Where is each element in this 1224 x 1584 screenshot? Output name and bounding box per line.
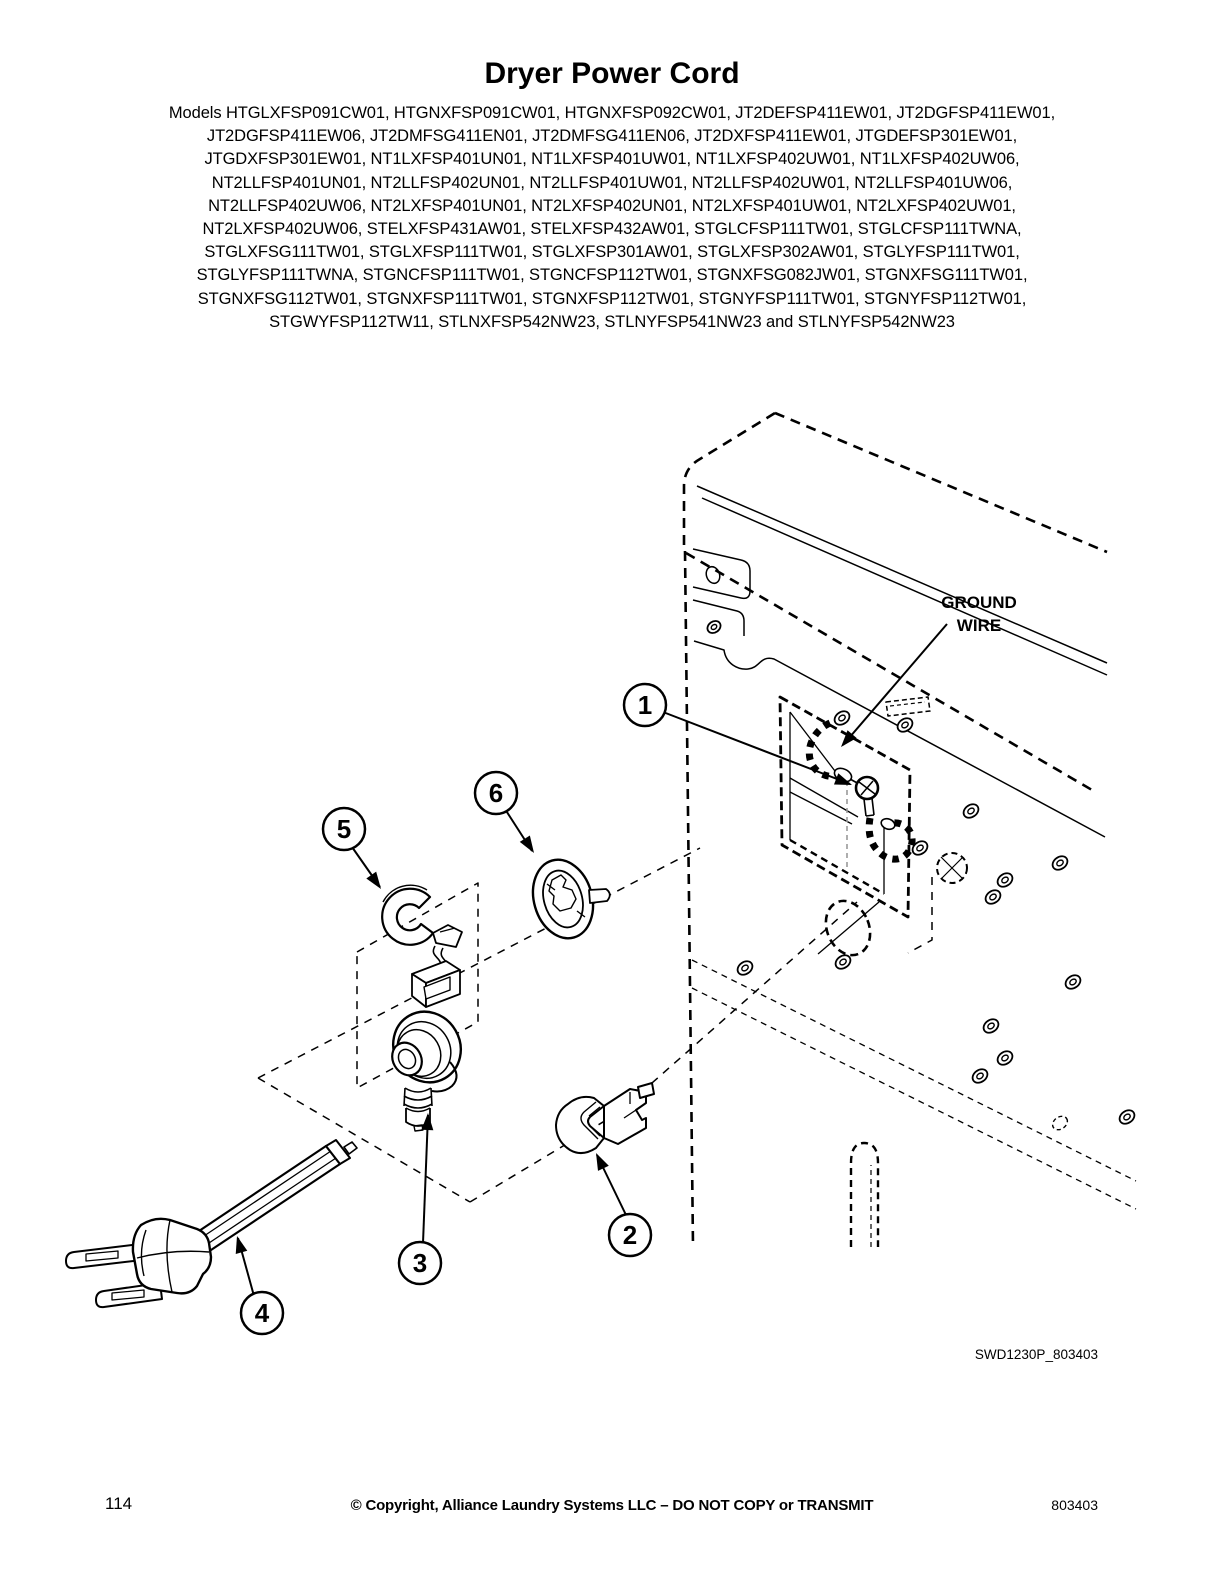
top-flange-line-2 bbox=[702, 498, 1107, 675]
callout-3-number: 3 bbox=[412, 1248, 428, 1278]
callout-1 bbox=[624, 684, 666, 726]
cabinet-bottom-edge-2 bbox=[692, 988, 1136, 1209]
opening-border bbox=[780, 697, 910, 917]
panel-dashed-slot-inner bbox=[890, 702, 925, 706]
cabinet-top-edge bbox=[775, 413, 1107, 552]
figure-reference: SWD1230P_803403 bbox=[974, 1347, 1098, 1362]
callout-6-number: 6 bbox=[488, 778, 504, 808]
models-line: JTGDXFSP301EW01, NT1LXFSP401UN01, NT1LXFSP401UW01, NT1LXFSP402UW01, NT1LXFSP402UW06, bbox=[204, 150, 1020, 169]
plane-corner-jog bbox=[908, 877, 932, 953]
models-line: STGWYFSP112TW11, STLNXFSP542NW23, STLNYFSP541NW23 and STLNYFSP542NW23 bbox=[269, 312, 955, 331]
cabinet-top-corner bbox=[684, 413, 775, 551]
ground-wire-label-line1: GROUND bbox=[941, 593, 1017, 612]
document-number: 803403 bbox=[1051, 1497, 1098, 1513]
callout-balloons bbox=[241, 684, 666, 1334]
cord-body bbox=[196, 1146, 340, 1252]
arrowhead-5 bbox=[366, 872, 386, 893]
callout-2-number: 2 bbox=[622, 1220, 638, 1250]
top-flange-line-1 bbox=[697, 486, 1107, 663]
models-line: NT2LXFSP402UW06, STELXFSP431AW01, STELXFSP432AW01, STGLCFSP111TW01, STGLCFSP111TWNA, bbox=[202, 220, 1022, 239]
panel-dashed-slot bbox=[886, 697, 930, 716]
leader-3 bbox=[423, 1115, 428, 1243]
screw-hole bbox=[832, 708, 852, 727]
screw-hole bbox=[970, 1066, 990, 1085]
screw-hole bbox=[833, 952, 853, 971]
bracket-hole bbox=[704, 565, 722, 585]
screw-hole bbox=[1050, 853, 1070, 872]
ground-wire-label-line2: WIRE bbox=[956, 616, 1002, 635]
arrowheads bbox=[231, 730, 856, 1254]
part-retaining-ring bbox=[524, 853, 610, 946]
cabinet-left-edge bbox=[685, 551, 693, 1246]
screw-hole bbox=[1063, 972, 1083, 991]
callout-1-number: 1 bbox=[637, 690, 653, 720]
clip-block bbox=[556, 1097, 604, 1153]
screw-hole bbox=[995, 1048, 1015, 1067]
ground-screw bbox=[856, 777, 878, 799]
part-strain-relief bbox=[380, 999, 473, 1131]
recess-bottom-edge bbox=[790, 840, 884, 894]
models-line: NT2LLFSP401UN01, NT2LLFSP402UN01, NT2LLFSP401UW01, NT2LLFSP402UW01, NT2LLFSP401UW06, bbox=[211, 173, 1013, 192]
terminal-block-opening bbox=[780, 697, 912, 917]
wire-straight-segment bbox=[864, 798, 874, 816]
knockout-large bbox=[818, 894, 879, 962]
leader-ground-wire bbox=[843, 624, 947, 745]
page-title: Dryer Power Cord bbox=[484, 57, 740, 90]
part-cord-clip bbox=[556, 1083, 654, 1153]
arrowhead-6 bbox=[520, 835, 539, 856]
models-line: JT2DGFSP411EW06, JT2DMFSG411EN01, JT2DMFSG411EN06, JT2DXFSP411EW01, JTGDEFSP301EW01, bbox=[206, 127, 1018, 146]
models-line: Models HTGLXFSP091CW01, HTGNXFSP091CW01, HTGNXFSP092CW01, JT2DEFSP411EW01, JT2DGFSP411EW01, bbox=[168, 104, 1056, 122]
wire-end-loop bbox=[880, 817, 897, 831]
plane-large-bottom-edge bbox=[470, 1113, 618, 1202]
screw-hole-hidden bbox=[1050, 1113, 1070, 1132]
rear-panel-top-edge bbox=[694, 641, 1105, 837]
screw-hole bbox=[1117, 1107, 1137, 1126]
callout-5 bbox=[323, 808, 365, 850]
plug-blade-upper bbox=[66, 1244, 142, 1268]
screw-hole bbox=[735, 958, 755, 977]
cabinet-console-edge bbox=[686, 553, 1092, 790]
cabinet-bottom-edge-1 bbox=[692, 960, 1136, 1181]
ring-tab bbox=[589, 889, 610, 903]
callout-2 bbox=[609, 1214, 651, 1256]
clamp-hook-plate bbox=[433, 925, 462, 947]
callout-6 bbox=[475, 772, 517, 814]
plane-large-right-edge bbox=[618, 902, 857, 1113]
models-line: STGNXFSG112TW01, STGNXFSP111TW01, STGNXFSP112TW01, STGNYFSP111TW01, STGNYFSP112TW01, bbox=[197, 289, 1027, 308]
screw-hole bbox=[895, 715, 915, 734]
copyright-notice: © Copyright, Alliance Laundry Systems LLC – DO NOT COPY or TRANSMIT bbox=[350, 1497, 874, 1514]
page-number: 114 bbox=[105, 1494, 133, 1513]
callout-5-number: 5 bbox=[336, 814, 352, 844]
screw-hole bbox=[983, 887, 1003, 906]
models-line: STGLYFSP111TWNA, STGNCFSP111TW01, STGNCFSP112TW01, STGNXFSG082JW01, STGNXFSG111TW01, bbox=[196, 266, 1028, 285]
knockout-small bbox=[937, 853, 967, 883]
screw-hole bbox=[705, 618, 723, 635]
ground-wire bbox=[809, 723, 912, 859]
clamp-bracket bbox=[412, 961, 460, 1007]
panel-screws bbox=[705, 618, 1137, 1132]
part-clamp-bracket bbox=[382, 885, 462, 1007]
plane-large-top-edge bbox=[258, 848, 700, 1078]
ground-wire-label bbox=[941, 593, 1017, 635]
part-power-cord bbox=[66, 1140, 357, 1307]
clip-bracket-tab bbox=[638, 1083, 654, 1098]
callout-4 bbox=[241, 1292, 283, 1334]
models-line: NT2LLFSP402UW06, NT2LXFSP401UN01, NT2LXFSP402UN01, NT2LXFSP401UW01, NT2LXFSP402UW01, bbox=[208, 196, 1016, 215]
arrowhead-4 bbox=[231, 1234, 247, 1254]
callout-4-number: 4 bbox=[254, 1298, 270, 1328]
clamp-c-ring bbox=[382, 889, 433, 945]
screw-hole bbox=[981, 1016, 1001, 1035]
panel-slot bbox=[851, 1143, 878, 1247]
arrowhead-2 bbox=[591, 1150, 609, 1171]
screw-hole bbox=[961, 801, 981, 820]
models-line: STGLXFSG111TW01, STGLXFSP111TW01, STGLXFSP301AW01, STGLXFSP302AW01, STGLYFSP111TW01, bbox=[204, 243, 1020, 262]
leader-1 bbox=[663, 712, 850, 784]
screw-hole bbox=[995, 870, 1015, 889]
callout-3 bbox=[399, 1242, 441, 1284]
